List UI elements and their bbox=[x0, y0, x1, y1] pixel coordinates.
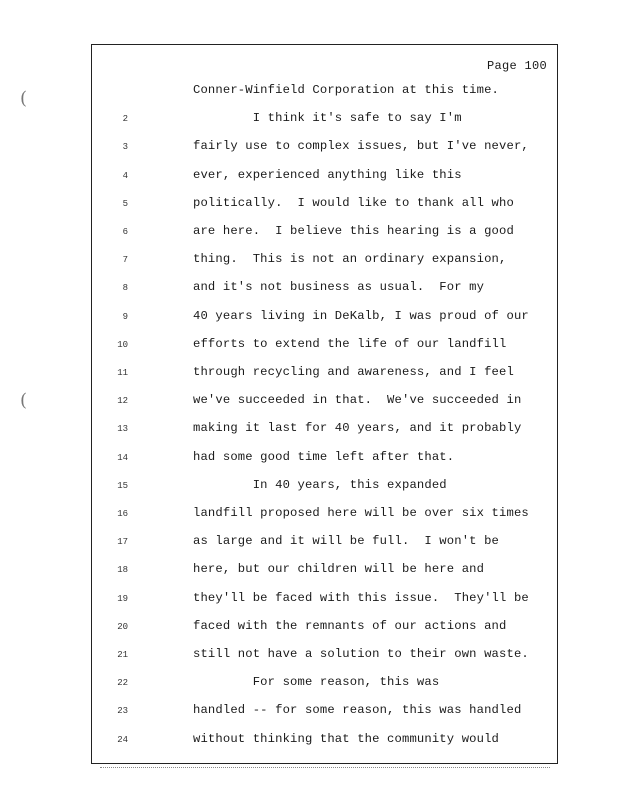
line-text: landfill proposed here will be over six times bbox=[193, 506, 529, 520]
line-text: Conner-Winfield Corporation at this time. bbox=[193, 83, 500, 97]
line-number: 14 bbox=[117, 452, 128, 463]
line-number: 23 bbox=[117, 706, 128, 717]
line-number: 4 bbox=[122, 170, 128, 181]
bottom-strip bbox=[100, 767, 550, 769]
transcript-line bbox=[92, 248, 559, 276]
line-number: 16 bbox=[117, 509, 128, 519]
line-number: 18 bbox=[117, 565, 128, 576]
transcript-line bbox=[92, 671, 559, 699]
line-text: and it's not business as usual. For my bbox=[193, 280, 485, 295]
transcript-line bbox=[92, 558, 559, 586]
transcript-line bbox=[92, 107, 559, 135]
line-number: 20 bbox=[117, 621, 128, 632]
line-text: through recycling and awareness, and I feel bbox=[193, 365, 514, 379]
line-number: 5 bbox=[122, 198, 128, 209]
margin-mark: ( bbox=[20, 88, 28, 109]
line-number: 2 bbox=[122, 114, 128, 125]
transcript-line bbox=[92, 389, 559, 417]
line-number: 21 bbox=[117, 650, 128, 660]
line-number: 19 bbox=[117, 593, 128, 604]
line-text: I think it's safe to say I'm bbox=[193, 111, 462, 126]
line-text: 40 years living in DeKalb, I was proud of our bbox=[193, 308, 529, 323]
line-text: without thinking that the community would bbox=[193, 731, 500, 746]
transcript-line bbox=[92, 446, 559, 474]
transcript-line bbox=[92, 361, 559, 389]
line-number: 13 bbox=[117, 424, 128, 435]
transcript-line bbox=[92, 164, 559, 192]
line-text: politically. I would like to thank all who bbox=[193, 195, 514, 210]
line-number: 10 bbox=[117, 339, 128, 350]
line-number: 3 bbox=[122, 142, 128, 153]
line-text: here, but our children will be here and bbox=[193, 562, 485, 577]
transcript-line bbox=[92, 305, 559, 333]
line-text: still not have a solution to their own waste. bbox=[193, 647, 529, 661]
transcript-line bbox=[92, 220, 559, 248]
line-text: efforts to extend the life of our landfill bbox=[193, 336, 507, 351]
line-number: 8 bbox=[122, 283, 128, 294]
line-text: ever, experienced anything like this bbox=[193, 167, 462, 182]
line-number: 12 bbox=[117, 396, 128, 407]
transcript-line bbox=[92, 530, 559, 558]
line-number: 24 bbox=[117, 734, 128, 745]
line-text: handled -- for some reason, this was handled bbox=[193, 703, 522, 718]
line-text: making it last for 40 years, and it probably bbox=[193, 421, 522, 436]
transcript-line bbox=[92, 728, 559, 756]
line-number: 22 bbox=[117, 678, 128, 689]
line-text: In 40 years, this expanded bbox=[193, 477, 447, 492]
transcript-line bbox=[92, 643, 559, 671]
transcript-line bbox=[92, 417, 559, 445]
margin-mark: ( bbox=[20, 390, 28, 411]
line-text: are here. I believe this hearing is a good bbox=[193, 224, 514, 238]
line-number: 7 bbox=[122, 255, 128, 266]
line-number: 11 bbox=[117, 368, 128, 378]
line-number: 15 bbox=[117, 480, 128, 491]
line-text: we've succeeded in that. We've succeeded in bbox=[193, 393, 522, 408]
line-number: 6 bbox=[122, 227, 128, 237]
line-text: For some reason, this was bbox=[193, 675, 440, 690]
line-text: as large and it will be full. I won't be bbox=[193, 534, 500, 549]
transcript-line bbox=[92, 79, 559, 107]
line-text: thing. This is not an ordinary expansion, bbox=[193, 252, 507, 267]
transcript-line bbox=[92, 615, 559, 643]
transcript-line bbox=[92, 333, 559, 361]
line-number: 9 bbox=[122, 311, 128, 322]
transcript-line bbox=[92, 502, 559, 530]
page-number: Page 100 bbox=[486, 59, 547, 73]
transcript-line bbox=[92, 474, 559, 502]
line-text: had some good time left after that. bbox=[193, 449, 455, 464]
transcript-line bbox=[92, 699, 559, 727]
line-text: fairly use to complex issues, but I've never, bbox=[193, 139, 529, 154]
line-text: faced with the remnants of our actions and bbox=[193, 618, 507, 633]
transcript-page bbox=[91, 44, 558, 764]
transcript-line bbox=[92, 276, 559, 304]
line-number: 17 bbox=[117, 537, 128, 548]
transcript-line bbox=[92, 135, 559, 163]
line-text: they'll be faced with this issue. They'll be bbox=[193, 590, 529, 605]
transcript-line bbox=[92, 587, 559, 615]
transcript-line bbox=[92, 192, 559, 220]
